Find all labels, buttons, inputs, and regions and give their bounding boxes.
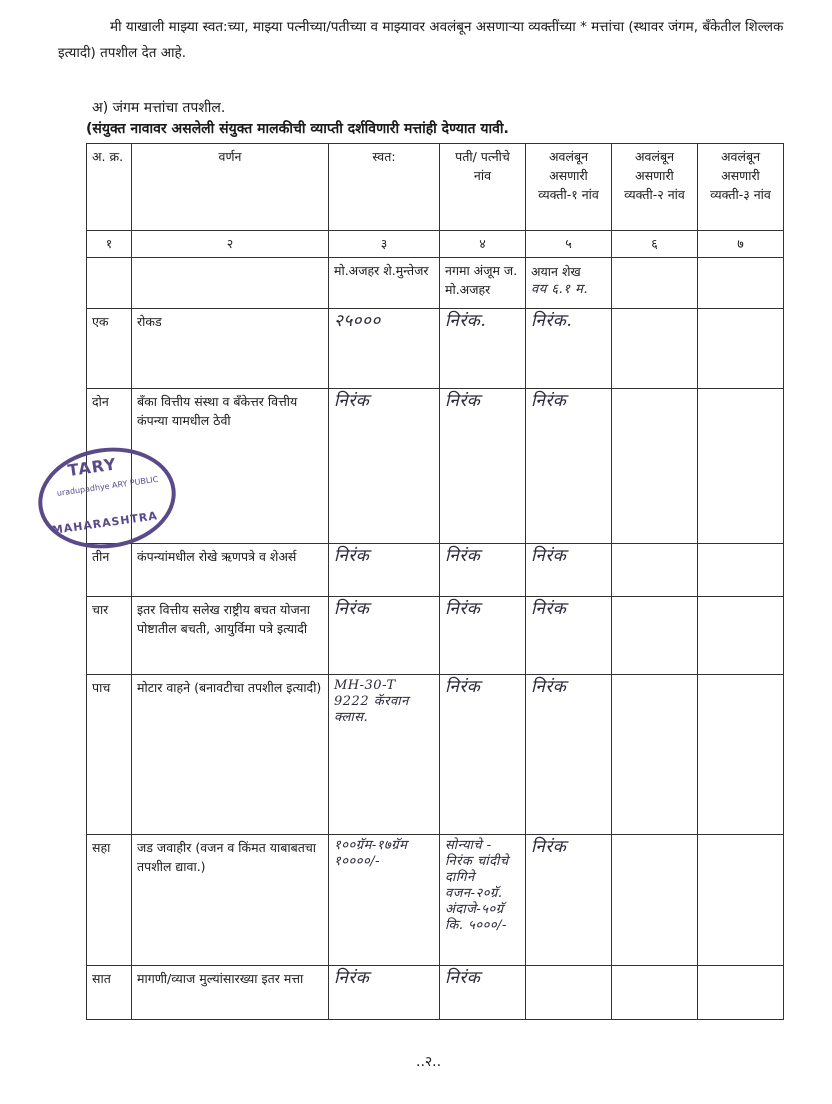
spouse-value: निरंक — [440, 966, 526, 1020]
table-row — [87, 389, 784, 544]
table-row — [87, 966, 784, 1020]
row-number: दोन — [87, 389, 132, 544]
empty-cell — [612, 966, 698, 1020]
spouse-value: निरंक — [440, 389, 526, 544]
empty-cell — [698, 597, 784, 675]
self-value: निरंक — [329, 966, 440, 1020]
column-number: ४ — [440, 231, 526, 258]
empty-cell — [612, 597, 698, 675]
empty-cell — [698, 675, 784, 835]
row-number: सहा — [87, 835, 132, 966]
self-value: निरंक — [329, 389, 440, 544]
spouse-value: निरंक — [440, 597, 526, 675]
row-number: एक — [87, 309, 132, 389]
row-description: रोकड — [132, 309, 329, 389]
header-cell: अवलंबून असणारी व्यक्ती-२ नांव — [612, 144, 698, 231]
stamp-text: MAHARASHTRA — [51, 509, 159, 537]
header-cell: अ. क्र. — [87, 144, 132, 231]
table-header-row — [87, 144, 784, 231]
stamp-text: TARY — [66, 454, 118, 481]
empty-cell — [698, 966, 784, 1020]
spouse-value: सोन्याचे - निरंक चांदीचे दागिने वजन-२०ग्रॅ. अंदाजे-५०ग्रॅ कि. ५०००/- — [440, 835, 526, 966]
column-number: ७ — [698, 231, 784, 258]
empty-cell — [87, 258, 132, 309]
self-value: १००ग्रॅम-१७ग्रॅम १००००/- — [329, 835, 440, 966]
dependent-1-value: निरंक — [526, 835, 612, 966]
column-number: ६ — [612, 231, 698, 258]
empty-cell — [612, 544, 698, 597]
empty-cell — [698, 835, 784, 966]
table-row — [87, 597, 784, 675]
row-description: इतर वित्तीय सलेख राष्ट्रीय बचत योजना पोष्टातील बचती, आयुर्विमा पत्रे इत्यादी — [132, 597, 329, 675]
empty-cell — [698, 258, 784, 309]
spouse-value: निरंक — [440, 544, 526, 597]
intro-paragraph: मी याखाली माझ्या स्वत:च्या, माझ्या पत्नीच्या/पतीच्या व माझ्यावर अवलंबून असणाऱ्या व्यक्तींच्या * मत्तांचा (स्थावर जंगम, बँकेतील शिल्लक इत्यादी) तपशील देत आहे. — [58, 19, 784, 61]
assets-table — [86, 143, 784, 1020]
dependent-1-name: अयान शेख — [531, 264, 581, 279]
dependent-1-value: निरंक — [526, 389, 612, 544]
header-cell: वर्णन — [132, 144, 329, 231]
column-number: १ — [87, 231, 132, 258]
dependent-1-value: निरंक — [526, 544, 612, 597]
row-description: बँका वित्तीय संस्था व बँकेत्तर वित्तीय कंपन्या यामधील ठेवी — [132, 389, 329, 544]
dependent-1-value — [526, 966, 612, 1020]
section-title: अ) जंगम मत्तांचा तपशील. — [92, 100, 226, 116]
column-number: ३ — [329, 231, 440, 258]
row-description: जड जवाहीर (वजन व किंमत याबाबतचा तपशील द्यावा.) — [132, 835, 329, 966]
row-description: कंपन्यांमधील रोखे ऋणपत्रे व शेअर्स — [132, 544, 329, 597]
row-number: तीन — [87, 544, 132, 597]
table-row — [87, 835, 784, 966]
self-name: मो.अजहर शे.मुन्तेजर — [329, 258, 440, 309]
column-number: २ — [132, 231, 329, 258]
empty-cell — [698, 544, 784, 597]
dependent-1-age-handwritten: वय ६.१ म. — [531, 282, 589, 297]
spouse-value: निरंक. — [440, 309, 526, 389]
header-cell: अवलंबून असणारी व्यक्ती-३ नांव — [698, 144, 784, 231]
stamp-text: uradupadhye ARY PUBLIC — [56, 474, 159, 498]
row-description: मागणी/व्याज मुल्यांसारख्या इतर मत्ता — [132, 966, 329, 1020]
column-number: ५ — [526, 231, 612, 258]
header-cell: पती/ पत्नीचे नांव — [440, 144, 526, 231]
table-row — [87, 544, 784, 597]
empty-cell — [612, 258, 698, 309]
self-value: २५००० — [329, 309, 440, 389]
row-number: चार — [87, 597, 132, 675]
table-row — [87, 675, 784, 835]
empty-cell — [698, 309, 784, 389]
empty-cell — [132, 258, 329, 309]
spouse-name: नगमा अंजूम ज. मो.अजहर — [440, 258, 526, 309]
dependent-1-value: निरंक — [526, 675, 612, 835]
dependent-1-value: निरंक — [526, 597, 612, 675]
dependent-1-name-cell — [526, 258, 612, 309]
empty-cell — [698, 389, 784, 544]
spouse-value: निरंक — [440, 675, 526, 835]
header-cell: स्वत: — [329, 144, 440, 231]
page-number: ..२.. — [416, 1054, 442, 1070]
self-value: MH-30-T 9222 कॅरवान क्लास. — [329, 675, 440, 835]
column-number-row — [87, 231, 784, 258]
self-value: निरंक — [329, 544, 440, 597]
row-number: सात — [87, 966, 132, 1020]
self-value: निरंक — [329, 597, 440, 675]
row-number: पाच — [87, 675, 132, 835]
dependent-1-value: निरंक. — [526, 309, 612, 389]
empty-cell — [612, 675, 698, 835]
names-row — [87, 258, 784, 309]
header-cell: अवलंबून असणारी व्यक्ती-१ नांव — [526, 144, 612, 231]
empty-cell — [612, 389, 698, 544]
empty-cell — [612, 309, 698, 389]
row-description: मोटार वाहने (बनावटीचा तपशील इत्यादी) — [132, 675, 329, 835]
section-note: (संयुक्त नावावर असलेली संयुक्त मालकीची व्याप्ती दर्शविणारी मत्तांही देण्यात यावी. — [86, 121, 509, 137]
table-row — [87, 309, 784, 389]
empty-cell — [612, 835, 698, 966]
